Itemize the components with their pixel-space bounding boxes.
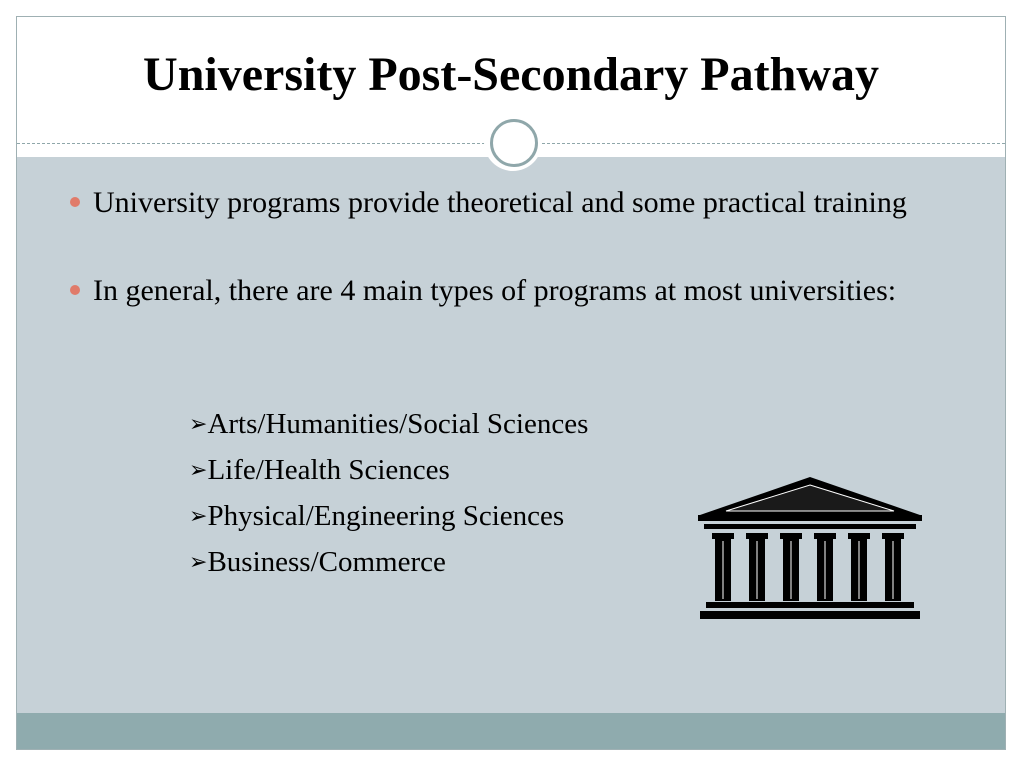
program-type-label: Business/Commerce bbox=[207, 546, 446, 578]
program-type-label: Arts/Humanities/Social Sciences bbox=[207, 408, 589, 440]
program-type-item bbox=[189, 401, 588, 447]
arrow-bullet-icon: ➢ bbox=[189, 549, 208, 574]
bullet-text: University programs provide theoretical and some practical training bbox=[93, 186, 907, 219]
slide bbox=[16, 16, 1006, 750]
arrow-bullet-icon: ➢ bbox=[189, 503, 208, 528]
slide-title: University Post-Secondary Pathway bbox=[143, 48, 879, 101]
program-type-item bbox=[189, 493, 588, 539]
footer-bar bbox=[17, 713, 1005, 749]
program-type-item bbox=[189, 539, 588, 585]
bullet-item bbox=[93, 183, 933, 223]
program-type-label: Life/Health Sciences bbox=[207, 454, 450, 486]
dot-bullet-icon bbox=[70, 197, 80, 207]
program-type-item bbox=[189, 447, 588, 493]
arrow-bullet-icon: ➢ bbox=[189, 457, 208, 482]
arrow-bullet-icon: ➢ bbox=[189, 411, 208, 436]
classical-building-icon bbox=[698, 477, 922, 621]
program-type-label: Physical/Engineering Sciences bbox=[207, 500, 565, 532]
bullet-item bbox=[93, 271, 933, 311]
program-type-list bbox=[189, 401, 588, 585]
dot-bullet-icon bbox=[70, 285, 80, 295]
bullet-text: In general, there are 4 main types of programs at most universities: bbox=[93, 274, 897, 307]
circle-ornament-icon bbox=[486, 115, 540, 169]
